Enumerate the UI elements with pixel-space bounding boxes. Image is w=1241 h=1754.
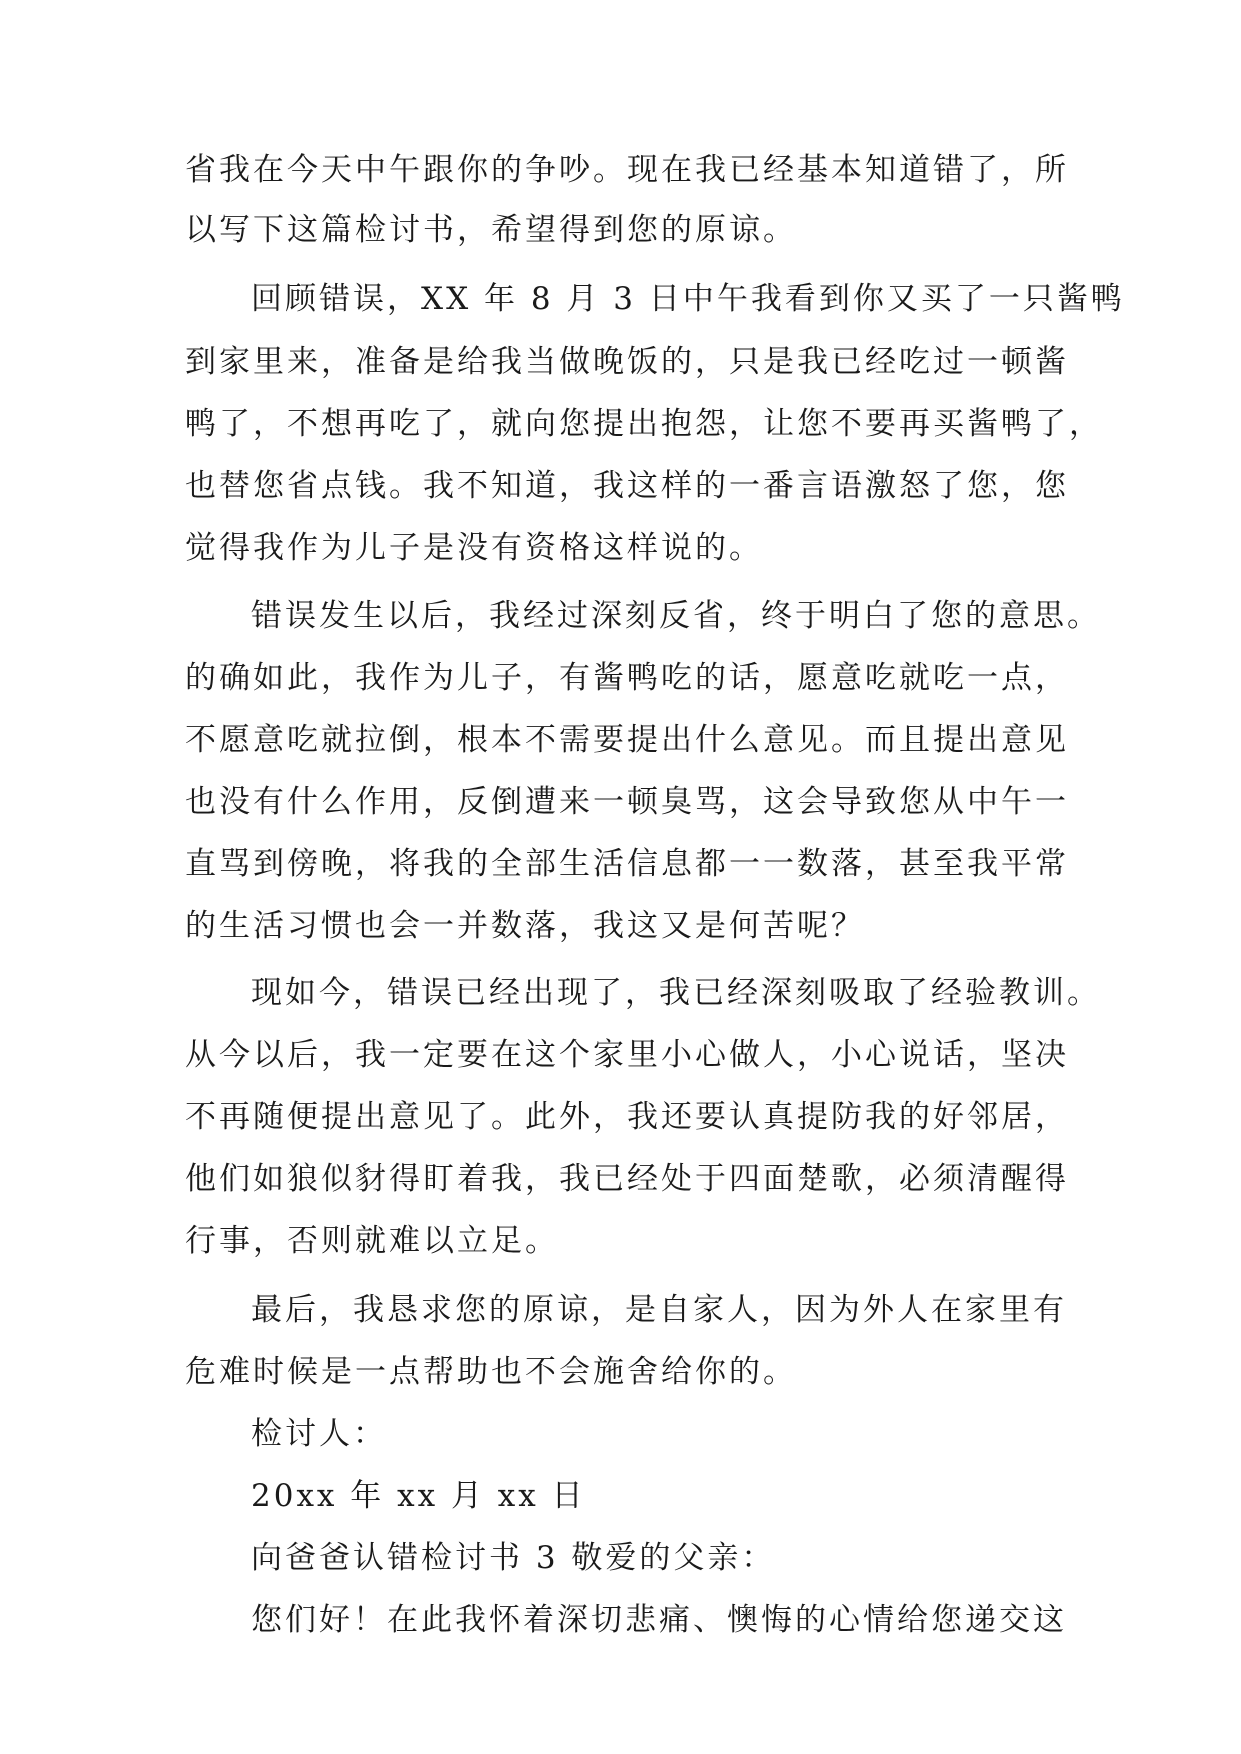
text-line: 最后，我恳求您的原谅，是自家人，因为外人在家里有 bbox=[251, 1292, 1067, 1328]
text-line: 也替您省点钱。我不知道，我这样的一番言语激怒了您，您 bbox=[185, 468, 1069, 504]
text-line: 鸭了，不想再吃了，就向您提出抱怨，让您不要再买酱鸭了， bbox=[185, 406, 1103, 442]
text-line: 不再随便提出意见了。此外，我还要认真提防我的好邻居， bbox=[185, 1099, 1069, 1135]
text-line: 以写下这篇检讨书，希望得到您的原谅。 bbox=[185, 212, 797, 248]
text-line: 不愿意吃就拉倒，根本不需要提出什么意见。而且提出意见 bbox=[185, 722, 1069, 758]
text-line: 从今以后，我一定要在这个家里小心做人，小心说话，坚决 bbox=[185, 1037, 1069, 1073]
date-line: 20xx 年 xx 月 xx 日 bbox=[251, 1478, 586, 1514]
text-line: 回顾错误，XX 年 8 月 3 日中午我看到你又买了一只酱鸭 bbox=[251, 281, 1125, 317]
text-line: 错误发生以后，我经过深刻反省，终于明白了您的意思。 bbox=[251, 598, 1101, 634]
text-line: 直骂到傍晚，将我的全部生活信息都一一数落，甚至我平常 bbox=[185, 846, 1069, 882]
text-line: 的确如此，我作为儿子，有酱鸭吃的话，愿意吃就吃一点， bbox=[185, 660, 1069, 696]
text-line: 行事，否则就难以立足。 bbox=[185, 1223, 559, 1259]
section-heading: 向爸爸认错检讨书 3 敬爱的父亲： bbox=[251, 1540, 776, 1576]
text-line: 危难时候是一点帮助也不会施舍给你的。 bbox=[185, 1354, 797, 1390]
text-line: 到家里来，准备是给我当做晚饭的，只是我已经吃过一顿酱 bbox=[185, 344, 1069, 380]
text-line: 现如今，错误已经出现了，我已经深刻吸取了经验教训。 bbox=[251, 975, 1101, 1011]
text-line: 他们如狼似豺得盯着我，我已经处于四面楚歌，必须清醒得 bbox=[185, 1161, 1069, 1197]
text-line: 省我在今天中午跟你的争吵。现在我已经基本知道错了，所 bbox=[185, 152, 1069, 188]
signer-label: 检讨人： bbox=[251, 1416, 387, 1452]
text-line: 也没有什么作用，反倒遭来一顿臭骂，这会导致您从中午一 bbox=[185, 784, 1069, 820]
text-line: 觉得我作为儿子是没有资格这样说的。 bbox=[185, 530, 763, 566]
text-line: 您们好！在此我怀着深切悲痛、懊悔的心情给您递交这 bbox=[251, 1602, 1067, 1638]
text-line: 的生活习惯也会一并数落，我这又是何苦呢？ bbox=[185, 908, 865, 944]
